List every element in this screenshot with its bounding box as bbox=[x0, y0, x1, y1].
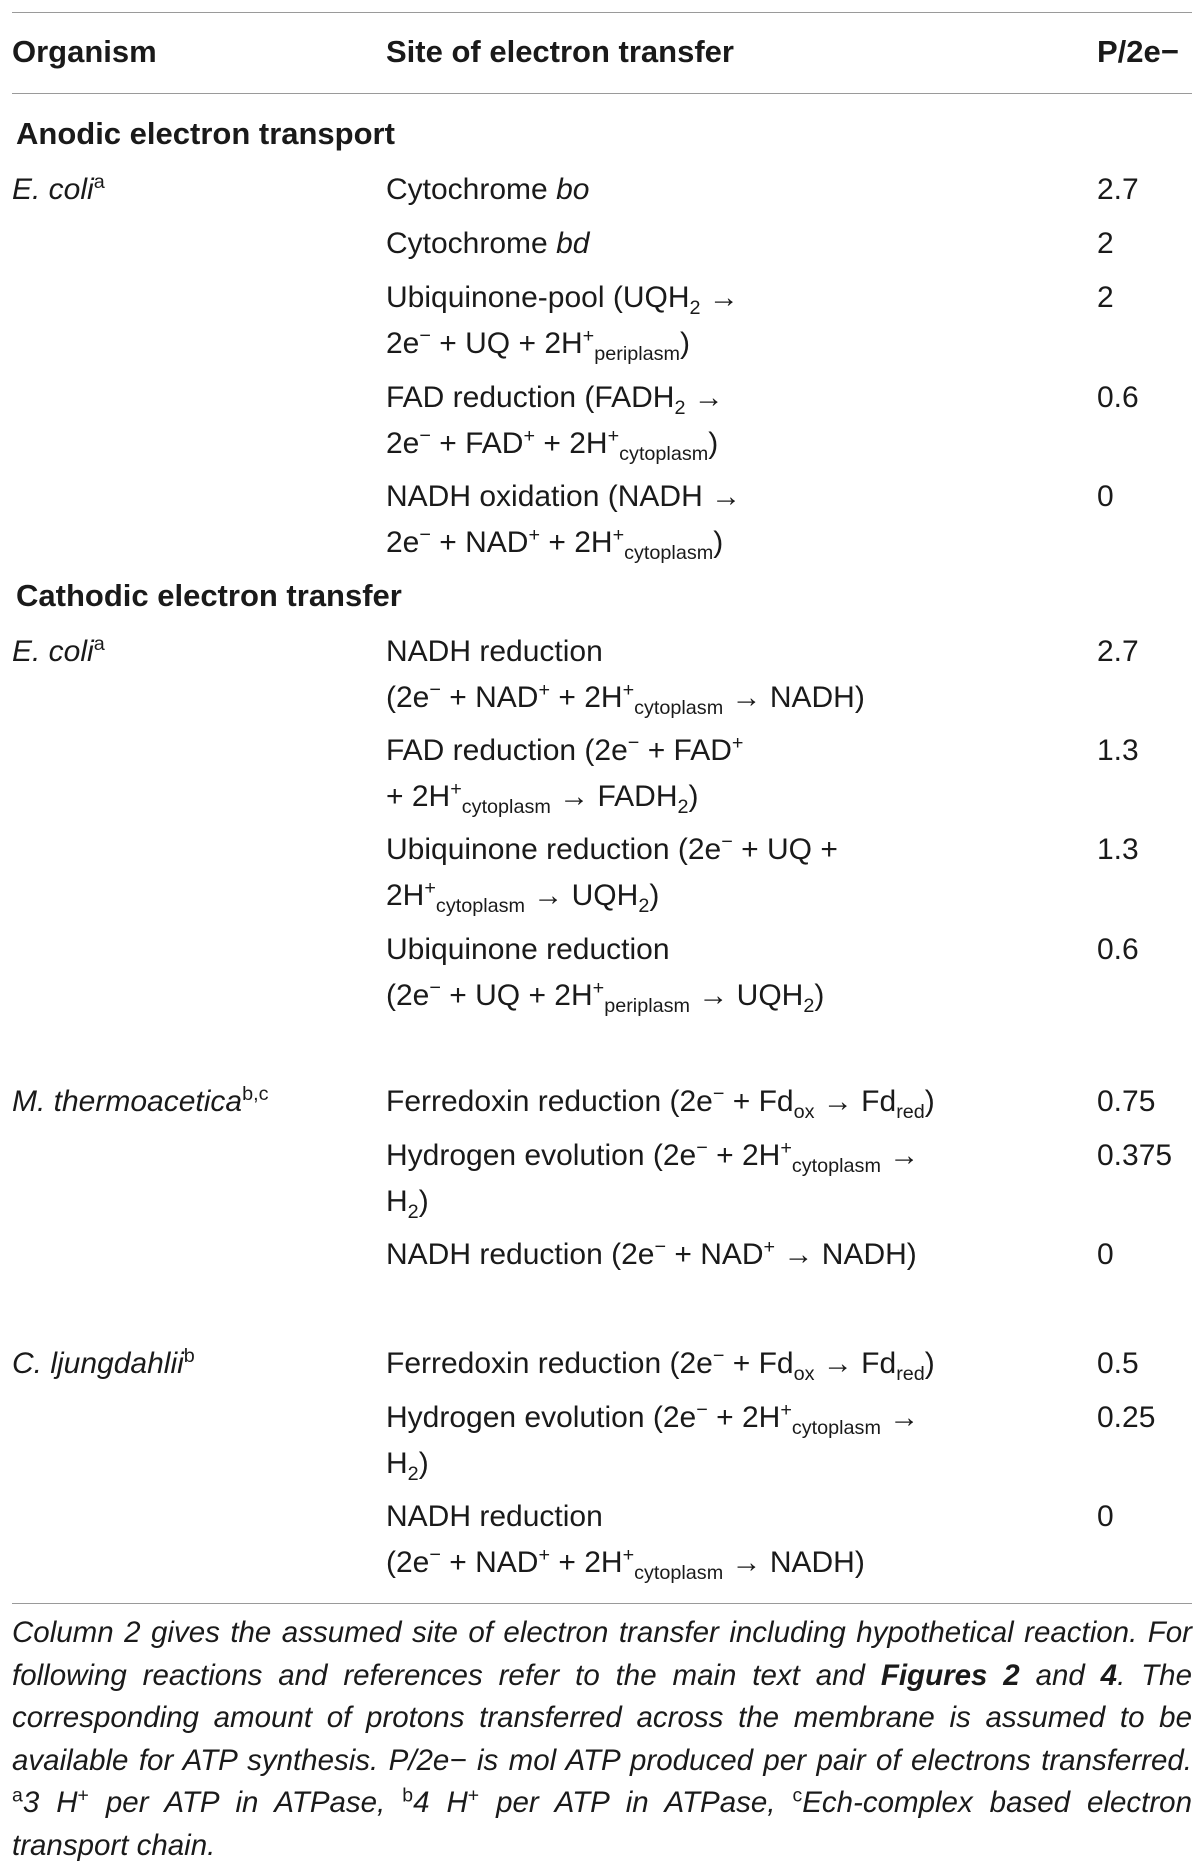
site-ubiquinone-reduction-2-l1: Ubiquinone reduction bbox=[386, 933, 670, 966]
value-ubiquinone-pool: 2 bbox=[1097, 281, 1114, 314]
table-top-rule bbox=[12, 12, 1192, 13]
site-ubiquinone-pool-l2: 2e− + UQ + $2H^+_{periplasm}$) bbox=[386, 325, 690, 365]
value-nadh-reduction-cl: 0 bbox=[1097, 1500, 1114, 1533]
table-bottom-rule bbox=[12, 1603, 1192, 1604]
site-ferredoxin-reduction-mt: Ferredoxin reduction $(2e^- + Fd_{ox} \to Fd_{red})$ bbox=[386, 1083, 935, 1123]
value-nadh-reduction-mt: 0 bbox=[1097, 1238, 1114, 1271]
caption-text-1: Column 2 gives the assumed site of electron transfer including hypothetical reaction. For following reactions and references refer to the main text and bbox=[12, 1616, 1192, 1692]
site-hydrogen-evolution-cl-l2: $H_2$) bbox=[386, 1447, 429, 1485]
site-hydrogen-evolution-mt-l2: $H_2$) bbox=[386, 1185, 429, 1223]
organism-name: E. coli bbox=[12, 173, 94, 206]
organism-ecoli-anodic bbox=[12, 168, 105, 212]
table-header-rule bbox=[12, 93, 1192, 94]
organism-cljungdahlii bbox=[12, 1342, 195, 1386]
value-ferredoxin-reduction-mt: 0.75 bbox=[1097, 1085, 1156, 1118]
header-organism: Organism bbox=[12, 34, 157, 69]
site-nadh-oxidation-l1: NADH oxidation (NADH → bbox=[386, 480, 742, 513]
site-cytochrome-bo: Cytochrome bo bbox=[386, 173, 590, 206]
caption-figure-ref[interactable]: Figures 2 bbox=[880, 1658, 1020, 1692]
caption-and: and bbox=[1019, 1658, 1101, 1692]
value-ferredoxin-reduction-cl: 0.5 bbox=[1097, 1347, 1139, 1380]
footnote-marker: b bbox=[183, 1345, 195, 1368]
value-nadh-reduction: 2.7 bbox=[1097, 635, 1139, 668]
site-nadh-reduction-l1: NADH reduction bbox=[386, 635, 603, 668]
site-ubiquinone-pool-l1: Ubiquinone-pool ($UQH_2$ → bbox=[386, 281, 739, 319]
site-nadh-reduction-l2: ($2e^- + NAD^+ + 2H^+_{cytoplasm}$ → NADH) bbox=[386, 679, 865, 719]
organism-name: C. ljungdahlii bbox=[12, 1347, 184, 1380]
site-fad-reduction-c-l2: + $2H^+_{cytoplasm}$ → $FADH_2$) bbox=[386, 778, 699, 818]
site-fad-reduction-l2: $2e^- + FAD^+ + 2H^+_{cytoplasm}$) bbox=[386, 425, 719, 465]
caption-figure-ref[interactable]: 4 bbox=[1100, 1658, 1118, 1692]
value-cytochrome-bd: 2 bbox=[1097, 227, 1114, 260]
value-cytochrome-bo: 2.7 bbox=[1097, 173, 1139, 206]
caption-note-b: 4 H+ per ATP in ATPase, bbox=[413, 1784, 793, 1819]
value-ubiquinone-reduction-2: 0.6 bbox=[1097, 933, 1139, 966]
value-fad-reduction-c: 1.3 bbox=[1097, 734, 1139, 767]
caption-note-marker-c: c bbox=[792, 1784, 803, 1807]
caption-note-marker-b: b bbox=[402, 1784, 414, 1807]
site-ferredoxin-reduction-cl: Ferredoxin reduction $(2e^- + Fd_{ox} \to Fd_{red})$ bbox=[386, 1345, 935, 1385]
caption-text-2: . The corresponding amount of protons transferred across the membrane is assumed to be available for ATP synthesis. P/2e− is mol ATP produced per pair of electrons transferred. bbox=[12, 1658, 1192, 1777]
caption-note-a: 3 H+ per ATP in ATPase, bbox=[22, 1784, 403, 1819]
footnote-marker: a bbox=[93, 171, 105, 194]
site-ubiquinone-reduction-1-l2: $2H^+_{cytoplasm} \to UQH_2$) bbox=[386, 877, 660, 917]
site-nadh-reduction-cl-l1: NADH reduction bbox=[386, 1500, 603, 1533]
organism-name: M. thermoacetica bbox=[12, 1085, 243, 1118]
caption-note-marker-a: a bbox=[12, 1784, 23, 1807]
section-anodic: Anodic electron transport bbox=[16, 116, 395, 151]
value-hydrogen-evolution-cl: 0.25 bbox=[1097, 1401, 1156, 1434]
site-cytochrome-bd: Cytochrome bd bbox=[386, 227, 590, 260]
site-ubiquinone-reduction-1-l1: Ubiquinone reduction (2e− + UQ + bbox=[386, 831, 838, 866]
organism-mthermoacetica bbox=[12, 1080, 268, 1124]
site-nadh-reduction-cl-l2: ($2e^- + NAD^+ + 2H^+_{cytoplasm}$ → NADH) bbox=[386, 1544, 865, 1584]
footnote-marker: a bbox=[93, 633, 105, 656]
site-ubiquinone-reduction-2-l2: (2e− + UQ + $2H^+_{periplasm} \to UQH_2$) bbox=[386, 977, 825, 1017]
organism-name: E. coli bbox=[12, 635, 94, 668]
organism-ecoli-cathodic bbox=[12, 630, 105, 674]
site-hydrogen-evolution-mt-l1: Hydrogen evolution ($2e^- + 2H^+_{cytoplasm}$ → bbox=[386, 1137, 920, 1177]
value-hydrogen-evolution-mt: 0.375 bbox=[1097, 1139, 1173, 1172]
table-caption bbox=[12, 1612, 1192, 1867]
footnote-marker: b,c bbox=[242, 1083, 269, 1106]
site-fad-reduction-l1: FAD reduction ($FADH_2$ → bbox=[386, 381, 724, 419]
site-hydrogen-evolution-cl-l1: Hydrogen evolution ($2e^- + 2H^+_{cytoplasm}$ → bbox=[386, 1399, 920, 1439]
site-nadh-reduction-mt: NADH reduction (2e− + NAD+ → NADH) bbox=[386, 1236, 917, 1271]
value-ubiquinone-reduction-1: 1.3 bbox=[1097, 833, 1139, 866]
site-nadh-oxidation-l2: $2e^- + NAD^+ + 2H^+_{cytoplasm}$) bbox=[386, 524, 724, 564]
value-nadh-oxidation: 0 bbox=[1097, 480, 1114, 513]
value-fad-reduction: 0.6 bbox=[1097, 381, 1139, 414]
header-p2e: P/2e− bbox=[1097, 34, 1179, 69]
section-cathodic: Cathodic electron transfer bbox=[16, 578, 402, 613]
site-fad-reduction-c-l1: FAD reduction (2e− + FAD+ bbox=[386, 732, 744, 767]
header-site: Site of electron transfer bbox=[386, 34, 734, 69]
caption-note-c: Ech-complex based electron transport chain. bbox=[12, 1786, 1192, 1862]
